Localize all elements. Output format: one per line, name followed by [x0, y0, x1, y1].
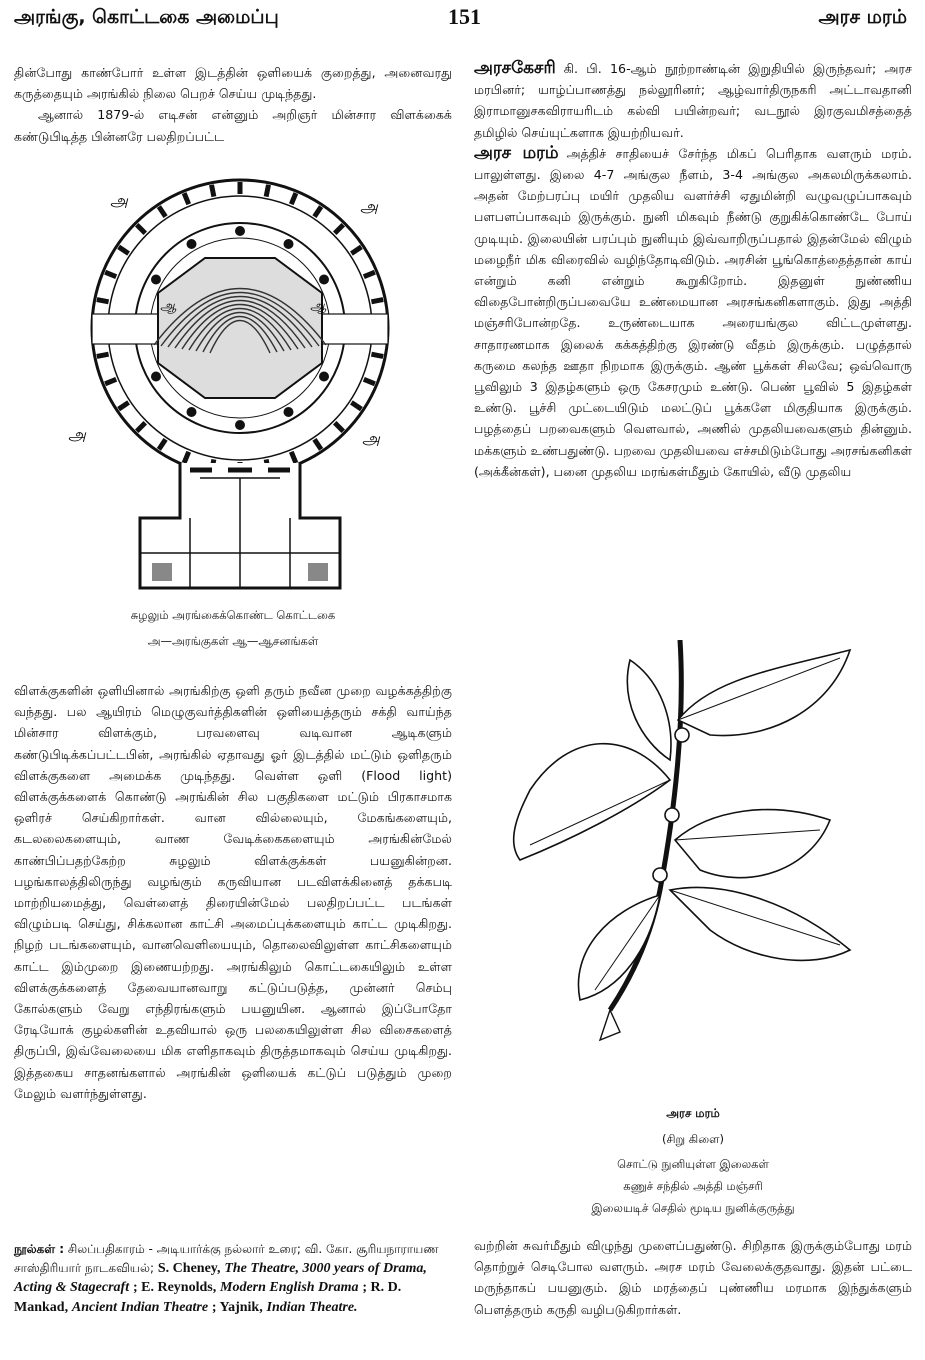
page-number: 151	[448, 4, 481, 29]
plan-marker-aa: ஆ	[310, 299, 327, 314]
plan-marker-a: அ	[360, 197, 378, 216]
drum-pillar	[284, 239, 294, 249]
entry-arasa-maram	[474, 143, 912, 482]
ring-tooth	[371, 354, 383, 356]
reference-author: ; E. Reynolds,	[132, 1280, 217, 1295]
drum-pillar	[151, 275, 161, 285]
references-label: நூல்கள் :	[14, 1242, 65, 1256]
entry-headword: அரசகேசரி	[474, 58, 556, 78]
drum-pillar	[187, 239, 197, 249]
leaf-figure-label: கணுச் சந்தில் அத்தி மஞ்சரி	[623, 1179, 763, 1193]
references-tamil: சிலப்பதிகாரம் - அடியார்க்கு நல்லார் உரை; வி. கோ. சூரியநாராயண சாஸ்திரியார் நாடகவியல்;	[14, 1242, 439, 1275]
paragraph: வற்றின் சுவர்மீதும் விழுந்து முளைப்பதுண்டு. சிறிதாக இருக்கும்போது மரம் தொற்றுச் செடிபோல வளரும். அரச மரம் வேலைக்குதவாது. இதன் பட்டை மருந்தாகப் பயனுகும். இம் மரத்தைப் புண்ணிய மரமாக இந்துக்களும் பௌத்தரும் கருதி வழிபடுகிறார்கள்.	[474, 1238, 912, 1317]
drum-pillar	[319, 372, 329, 382]
paragraph: ஆனால் 1879-ல் எடிசன் என்னும் அறிஞர் மின்சார விளக்கைக் கண்டுபிடித்த பின்னரே பலதிறப்பட்ட	[14, 107, 452, 144]
running-header-right: அரச மரம்	[818, 6, 907, 28]
drum-pillar	[319, 275, 329, 285]
peepal-branch-drawing	[510, 640, 890, 1100]
entry-headword: அரச மரம்	[474, 142, 559, 163]
leaf-figure-label: சொட்டு நுனியுள்ள இலைகள்	[617, 1157, 769, 1171]
revolving-stage-plan-figure	[40, 178, 440, 598]
drum-pillar	[235, 226, 245, 236]
plan-marker-a: அ	[110, 191, 128, 210]
reference-author: ; Yajnik,	[211, 1299, 263, 1315]
paragraph: விளக்குகளின் ஒளியினால் அரங்கிற்கு ஒளி தரும் நவீன முறை வழக்கத்திற்கு வந்தது. பல ஆயிரம் மெழுகுவர்த்திகளின் ஒளியைத்தரும் சக்தி வாய்ந்த மின்சார விளக்கும், பரவளைவு வடிவான ஆடிகளும் கண்டுபிடிக்கப்பட்டபின், அரங்கில் ஏதாவது ஓர் இடத்தில் மட்டும் ஒளிதரும் விளக்குகளை அமைக்க முடிந்தது. வெள்ள ஒளி (Flood light) விளக்குக்களைக் கொண்டு அரங்கின் சில பகுதிகளை மட்டும் பிரகாசமாக ஒளிரச் செய்கிறார்கள். வான வில்லையும், மேகங்களையும், கடலலைகளையும், வாண வேடிக்கைகளையும் அரங்கின்மேல் காண்பிப்பதற்கேற்ற சுழலும் விளக்குக்கள் பயனுகின்றன. பழங்காலத்திலிருந்து வழங்கும் கருவியான படவிளக்கினைத் தக்கபடி மாற்றியமைத்து, வெள்ளைத் திரையின்மேல் பலதிறப்பட்ட படங்கள் விழும்படி செய்து, சிக்கலான காட்சி அமைப்புக்களையும் காட்ட முடிகிறது. நிழற் படங்களையும், வானவெளியையும், தொலைவிலுள்ள காட்சிகளையும் காட்ட இம்முறை இணையற்றது. அரங்கிலும் கொட்டகையிலும் உள்ள விளக்குக்களைத் தேவையானவாறு கட்டுப்படுத்த, முன்னர் செம்பு கோல்களும் வேறு எந்திரங்களும் பயனுயின. ஆனால் இப்போதோ ரேடியோக் குழல்களின் உதவியால் ஒரு பலகையிலுள்ள சில விசைகளைத் திருப்பி, இவ்வேலையை மிக எளிதாகவும் திருத்தமாகவும் செய்ய முடிகிறது. இத்தகைய சாதனங்களால் அரங்கின் ஒளியைக் கட்டுப் படுத்தும் முறை மேலும் வளர்ந்துள்ளது.	[14, 683, 452, 1101]
reference-title: Indian Theatre.	[266, 1299, 358, 1315]
reference-title: Ancient Indian Theatre	[71, 1299, 209, 1315]
ring-tooth	[266, 185, 268, 197]
right-column-top-text	[474, 58, 912, 482]
leaf-figure-label: இலையடிச் செதில் மூடிய நுனிக்குருத்து	[591, 1201, 795, 1215]
ring-tooth	[97, 300, 109, 302]
reference-author: ; R. D. Mankad,	[14, 1280, 402, 1315]
right-column-bottom-text	[474, 1235, 912, 1320]
left-column-bottom-text	[14, 680, 452, 1104]
leaf-figure-caption: அரச மரம்	[666, 1106, 720, 1120]
plan-figure-legend: அ—அரங்குகள் ஆ—ஆசனங்கள்	[147, 634, 319, 648]
theatre-plan-drawing	[40, 178, 440, 598]
ring-tooth	[371, 300, 383, 302]
reference-author: S. Cheney,	[157, 1260, 221, 1276]
drum-pillar	[187, 407, 197, 417]
reference-title: The Theatre, 3000 years of Drama, Acting & Stagecraft	[14, 1260, 427, 1295]
plan-figure-caption: சுழலும் அரங்கைக்கொண்ட கொட்டகை	[130, 608, 336, 622]
entry-arasakesari	[474, 58, 912, 143]
peepal-branch-figure	[510, 640, 890, 1100]
paragraph: தின்போது காண்போர் உள்ள இடத்தின் ஒளியைக் குறைத்து, அனைவரது கருத்தையும் அரங்கில் நிலை பெறச் செய்ய முடிந்தது.	[14, 65, 452, 102]
entry-body: அத்திச் சாதியைச் சேர்ந்த மிகப் பெரிதாக வளரும் மரம். பாலுள்ளது. இலை 4-7 அங்குல நீளம், 3-4 அங்குல அகலமிருக்கலாம். அதன் மேற்பரப்பு மயிர் முதலிய வளர்ச்சி ஏதுமின்றி வழுவழுப்பாகவும் பளபளப்பாகவும் இருக்கும். நுனி மிகவும் நீண்டு குறுகிக்கொண்டே போய் முடியும். இலையின் பரப்பும் நுனியும் இவ்வாறிருப்பதால் இதன்மேல் விழும் மழைநீர் மிக விரைவில் வழிந்தோடிவிடும். அரசின் பூங்கொத்தைத்தான் காய் என்றும் கனி என்றும் கூறுகிறோம். இதனுள் நுண்ணிய விதைபோன்றிருப்பவையே உண்மையான அரசங்கனிகளாகும். இது அத்தி மஞ்சரிபோன்றதே. உருண்டையாக அரையங்குல விட்டமுள்ளது. சாதாரணமாக இலைக் கக்கத்திற்கு இரண்டு வீதம் இருக்கும். பழுத்தால் கருமை கலந்த ஊதா நிறமாக இருக்கும். ஆண் பூக்கள் சிலவே; ஒவ்வொரு பூவிலும் 3 இதழ்களும் ஒரு கேசரமும் உண்டு. பெண் பூவில் 5 இதழ்கள் உண்டு. பூச்சி முட்டையிடும் மலட்டுப் பூக்களே மிகுதியாக இருக்கும். பழத்தைப் பறவைகளும் வெளவால், அணில் முதலியவைகளும் தின்னும். மக்களும் உண்பதுண்டு. பறவை முதலியவை எச்சமிடும்போது அரசங்கனிகள் (அக்கீன்கள்), பனை முதலிய மரங்கள்மீதும் கோயில், வீடு முதலிய	[474, 145, 912, 479]
plan-marker-a: அ	[68, 425, 86, 444]
leaf-figure-subcaption: (சிறு கிளை)	[662, 1132, 724, 1146]
drum-pillar	[284, 407, 294, 417]
drum-pillar	[235, 420, 245, 430]
left-column-top-text	[14, 62, 452, 147]
reference-title: Modern English Drama	[220, 1280, 359, 1295]
running-header-left: அரங்கு, கொட்டகை அமைப்பு	[14, 6, 279, 28]
entry-body: கி. பி. 16-ஆம் நூற்றாண்டின் இறுதியில் இருந்தவர்; அரச மரபினர்; யாழ்ப்பாணத்து நல்லூரினர்; ஆழ்வார்திருநகரி அட்டாவதானி இராமானுசகவிராயரிடம் கல்வி பயின்றவர்; வடநூல் இரகுவமிசத்தைத் தமிழில் செய்யுட்களாக இயற்றியவர்.	[474, 61, 912, 140]
ring-tooth	[212, 185, 214, 197]
drum-pillar	[151, 372, 161, 382]
plan-marker-a: அ	[362, 429, 380, 448]
ring-tooth	[97, 354, 109, 356]
references-block	[14, 1240, 452, 1317]
plan-marker-aa: ஆ	[160, 299, 177, 314]
